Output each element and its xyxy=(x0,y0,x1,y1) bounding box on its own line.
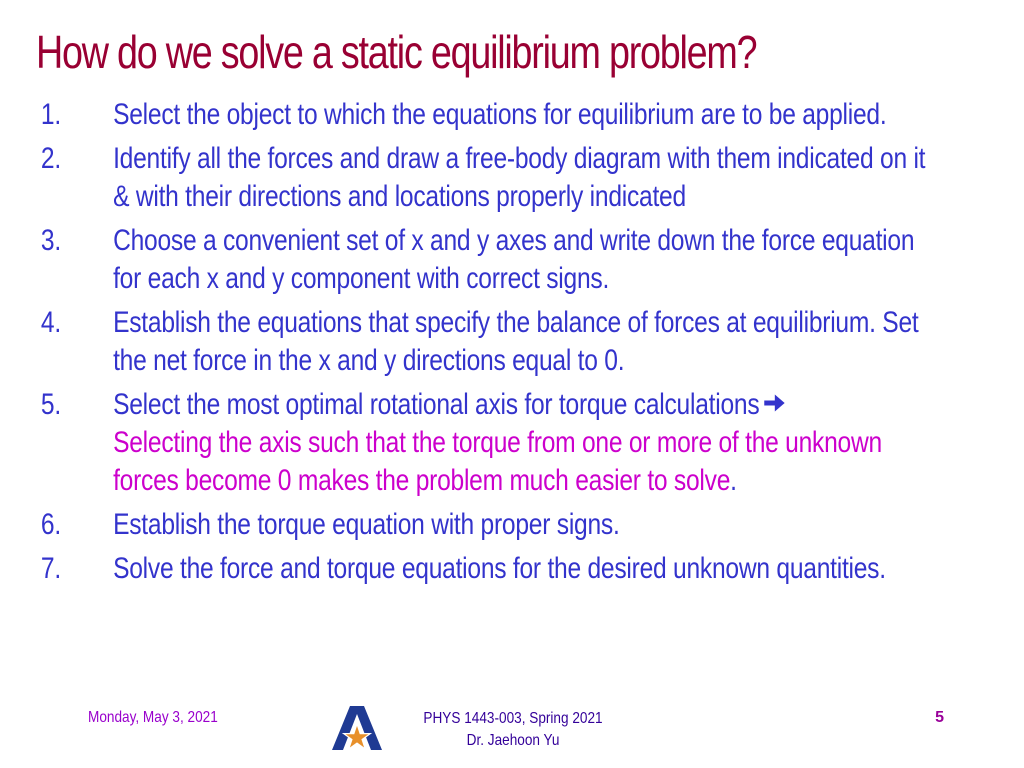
step-number: 5. xyxy=(40,388,61,421)
step-text: Choose a convenient set of x and y axes and write down the force equation for each x and y component with correct signs. xyxy=(113,224,915,295)
right-arrow-icon xyxy=(764,393,785,413)
step-number: 2. xyxy=(40,142,61,175)
uta-a-star-logo-icon xyxy=(331,704,383,752)
step-text: Identify all the forces and draw a free-body diagram with them indicated on it & with their directions and locations properly indicated xyxy=(113,142,926,213)
step-number: 3. xyxy=(40,224,61,257)
step-item xyxy=(36,386,938,500)
step-text: Establish the torque equation with proper signs. xyxy=(113,508,620,541)
step-item xyxy=(36,304,938,380)
step-text: Solve the force and torque equations for the desired unknown quantities. xyxy=(113,552,886,585)
step-text-compound xyxy=(113,386,938,500)
step-number: 4. xyxy=(40,306,61,339)
step-number: 7. xyxy=(40,552,61,585)
steps-list xyxy=(36,96,938,594)
step-number: 1. xyxy=(40,98,61,131)
page-number: 5 xyxy=(935,709,944,726)
footer-date: Monday, May 3, 2021 xyxy=(88,709,218,726)
step-item xyxy=(36,506,938,544)
step-item xyxy=(36,550,938,588)
slide-title: How do we solve a static equilibrium problem? xyxy=(36,26,757,78)
step-text: Select the object to which the equations for equilibrium are to be applied. xyxy=(113,98,887,131)
footer-course-info xyxy=(388,708,638,752)
step-item xyxy=(36,222,938,298)
step-text-end: . xyxy=(730,464,737,497)
step-item xyxy=(36,140,938,216)
course-name: PHYS 1443-003, Spring 2021 xyxy=(423,710,603,727)
step-text: Establish the equations that specify the balance of forces at equilibrium. Set the net force in the x and y directions equal to 0. xyxy=(113,306,919,377)
instructor-name: Dr. Jaehoon Yu xyxy=(466,732,560,749)
step-item xyxy=(36,96,938,134)
step-number: 6. xyxy=(40,508,61,541)
step-text: Select the most optimal rotational axis for torque calculations xyxy=(113,388,760,421)
step-highlight-text: Selecting the axis such that the torque from one or more of the unknown forces become 0 makes the problem much easier to solve xyxy=(113,426,882,497)
